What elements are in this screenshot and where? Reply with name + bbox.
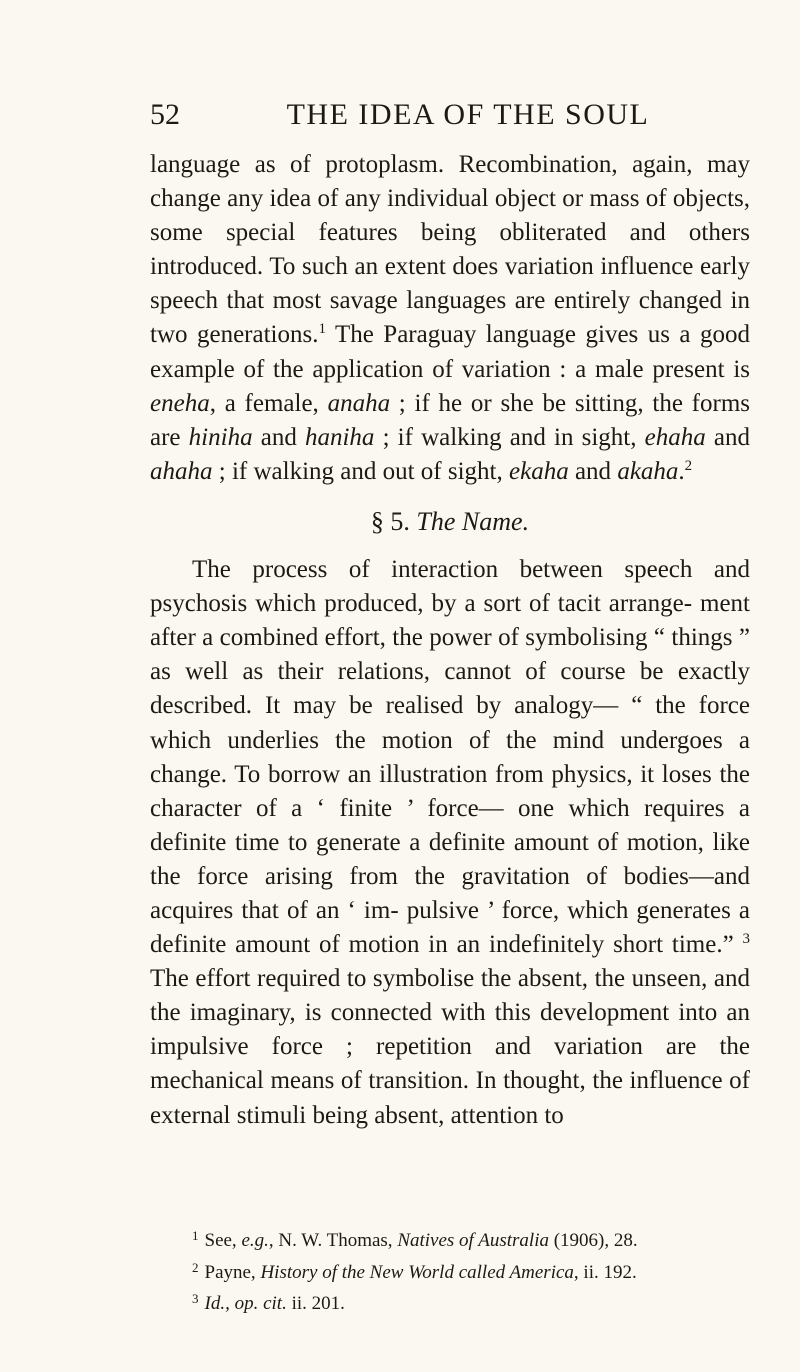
italic-text: History of the New World called America <box>260 1261 574 1283</box>
footnote-number: 2 <box>192 1259 199 1275</box>
section-heading <box>150 505 750 539</box>
italic-term: haniha <box>304 423 375 451</box>
italic-text: Id., op. cit. <box>204 1293 287 1314</box>
italic-term: hiniha <box>188 423 253 451</box>
body-text <box>150 148 750 1133</box>
paragraph <box>150 148 750 489</box>
footnote-ref[interactable]: 2 <box>684 457 693 474</box>
page-number: 52 <box>150 98 180 131</box>
footnote <box>150 1286 750 1318</box>
text-run: , ii. 192. <box>573 1261 637 1283</box>
text-run: language as of protoplasm. Recombination, again, may change any idea of any individual object or mass of objects, some special features being obliterated and others introduced. To such an extent does variation influence early speech that most savage languages are entirely changed in two generations. <box>150 151 750 349</box>
running-head: THE IDEA OF THE SOUL <box>286 98 650 131</box>
text-run: The process of interaction between speech and psychosis which produced, by a sort of tacit arrange- ment after a combined effort, the power of symbolising “ things ” as well as their relations, cannot of course be exactly described. It may be realised by analogy— “ the force which underlies the motion of the mind undergoes a change. To borrow an illustration from physics, it loses the character of a ‘ finite ’ force— one which requires a definite time to generate a definite amount of motion, like the force arising from the gravitation of bodies—and acquires that of an ‘ im- pulsive ’ force, which generates a definite amount of motion in an indefinitely short time.” <box>150 556 750 959</box>
italic-term: anaha <box>327 389 391 417</box>
italic-text: e.g. <box>241 1230 269 1251</box>
section-number: § 5. <box>370 506 410 536</box>
text-run: ; if walking and in sight, <box>374 423 645 451</box>
italic-term: akaha <box>617 457 679 485</box>
footnote-number: 3 <box>192 1291 199 1306</box>
text-run: , N. W. Thomas, <box>268 1230 398 1251</box>
italic-term: ehaha <box>644 423 706 451</box>
footnote-number: 1 <box>192 1228 199 1243</box>
footnote-ref[interactable]: 3 <box>742 931 750 948</box>
text-run: ii. 201. <box>286 1293 345 1314</box>
text-run: Payne, <box>204 1261 261 1283</box>
page-header <box>150 98 750 142</box>
text-run: The Paraguay language gives us a good example of the application of variation : a male present is <box>150 321 750 383</box>
footnotes <box>150 1223 750 1318</box>
italic-term: ahaha <box>150 457 213 485</box>
italic-text: Natives of Australia <box>397 1230 549 1251</box>
footnote-ref[interactable]: 1 <box>318 321 326 338</box>
text-run: See, <box>204 1230 242 1251</box>
italic-term: eneha <box>150 389 210 417</box>
text-run: and <box>568 457 618 485</box>
footnote <box>150 1223 750 1255</box>
text-run: ; if he or she be sitting, the forms are <box>150 389 750 451</box>
section-title: The Name. <box>416 506 530 536</box>
text-run: and <box>252 423 305 451</box>
text-run: and <box>705 423 750 451</box>
text-run: The effort required to symbolise the absent, the unseen, and the imaginary, is connected with this development into an impulsive force ; repetition and variation are the mechanical means of transition. In thought, the influence of external stimuli being absent, attention to <box>150 965 750 1129</box>
text-run: , a female, <box>209 389 328 417</box>
text-run: (1906), 28. <box>548 1230 638 1251</box>
italic-term: ekaha <box>509 457 569 485</box>
paragraph <box>150 553 750 1133</box>
footnote <box>150 1255 750 1287</box>
text-run: ; if walking and out of sight, <box>212 457 509 485</box>
text-run: . <box>678 457 685 485</box>
